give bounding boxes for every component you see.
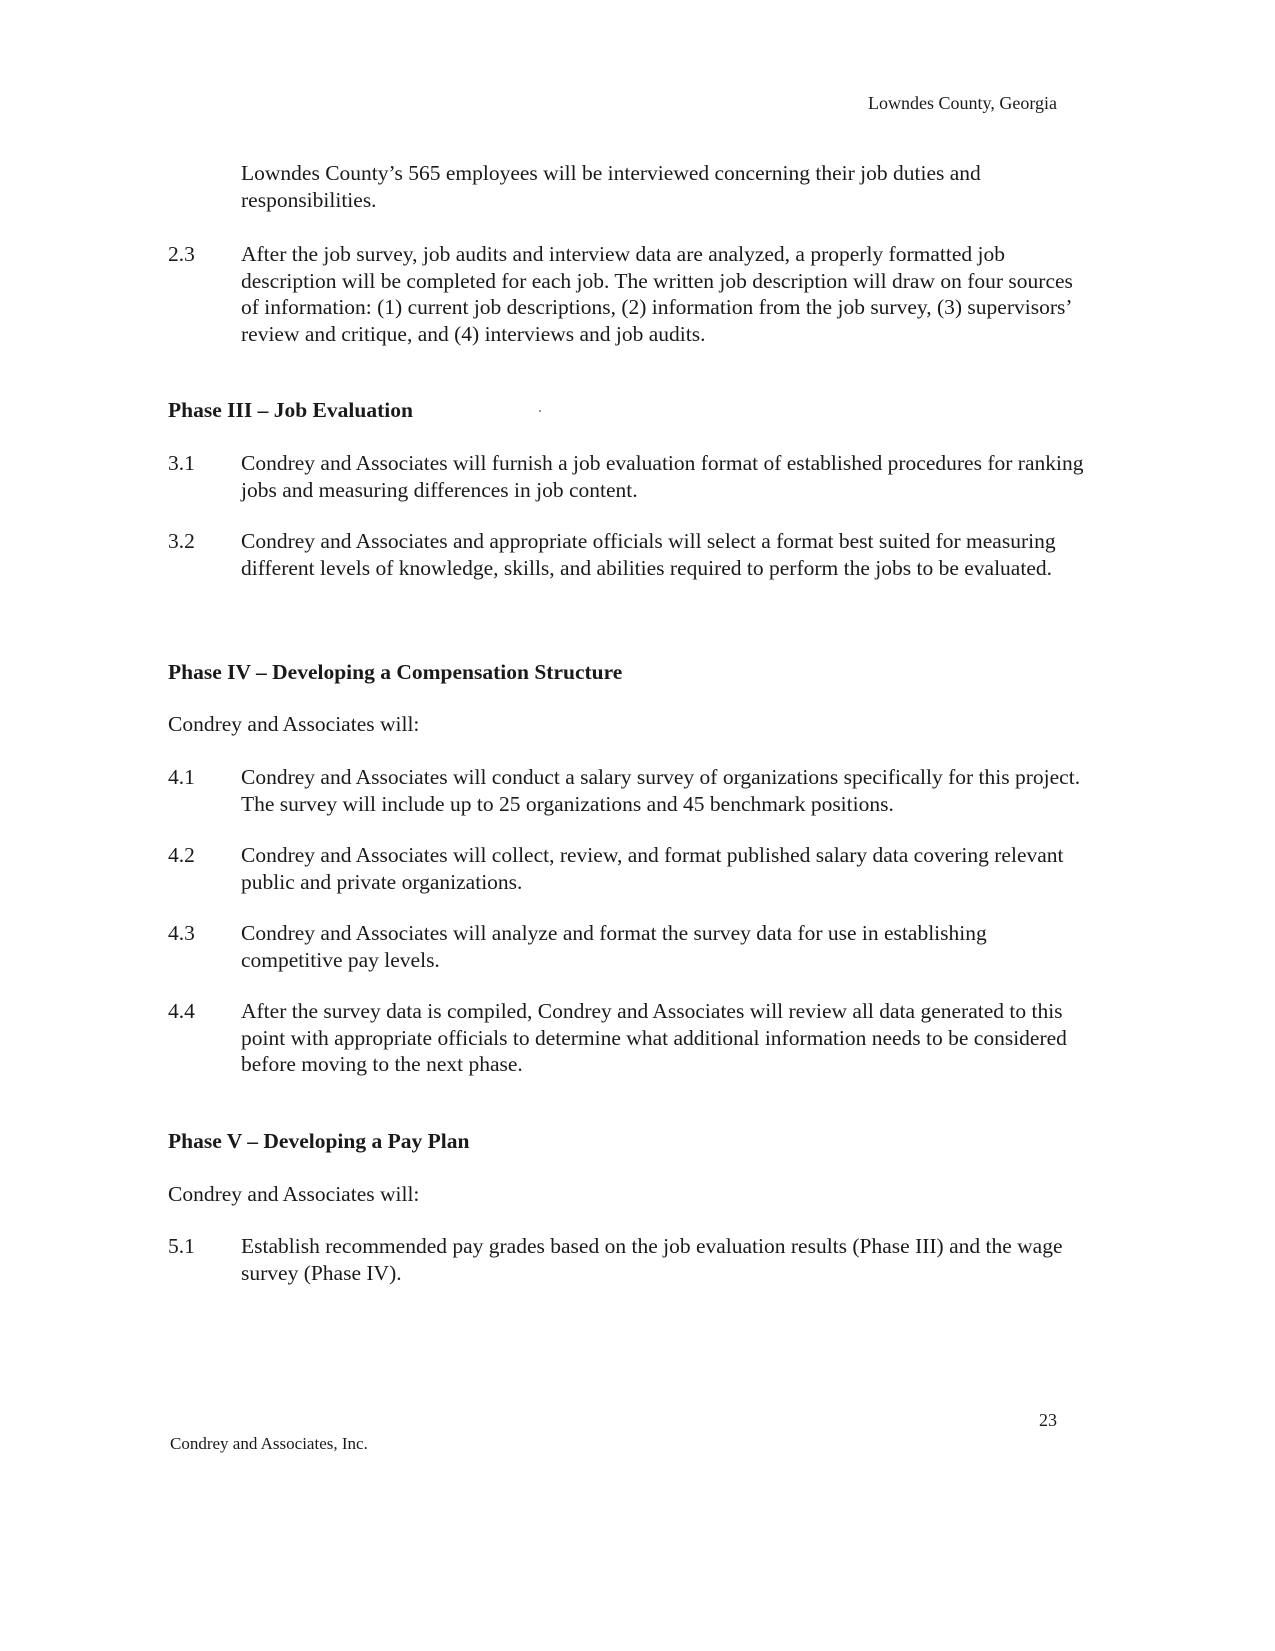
- phase-5-heading: Phase V – Developing a Pay Plan: [168, 1129, 470, 1153]
- item-number: 4.2: [168, 843, 195, 867]
- item-text: Condrey and Associates will conduct a salary survey of organizations specifically for this project. The survey will include up to 25 organizations and 45 benchmark positions.: [241, 765, 1081, 816]
- phase-4-heading: Phase IV – Developing a Compensation Structure: [168, 660, 623, 684]
- item-number: 4.1: [168, 765, 195, 789]
- phase-3-heading: Phase III – Job Evaluation: [168, 398, 413, 422]
- item-number: 3.2: [168, 529, 195, 553]
- item-text: Condrey and Associates will collect, review, and format published salary data covering relevant public and private organizations.: [241, 843, 1064, 894]
- item-text: Establish recommended pay grades based on the job evaluation results (Phase III) and the wage survey (Phase IV).: [241, 1234, 1063, 1285]
- item-text: After the job survey, job audits and interview data are analyzed, a properly formatted job description will be completed for each job. The written job description will draw on four sources of information: (1) current job descriptions, (2) information from the job survey, (3) supervisors’ review and critique, and (4) interviews and job audits.: [241, 242, 1073, 346]
- item-text: After the survey data is compiled, Condrey and Associates will review all data generated to this point with appropriate officials to determine what additional information needs to be considered before moving to the next phase.: [241, 999, 1067, 1076]
- item-number: 4.3: [168, 921, 195, 945]
- item-number: 4.4: [168, 999, 195, 1023]
- item-number: 5.1: [168, 1234, 195, 1258]
- phase-4-intro: Condrey and Associates will:: [168, 712, 420, 736]
- list-item-3-2: [168, 528, 1088, 581]
- item-text: Condrey and Associates will analyze and format the survey data for use in establishing competitive pay levels.: [241, 921, 987, 972]
- scan-speck: [539, 410, 541, 412]
- continuation-paragraph: Lowndes County’s 565 employees will be interviewed concerning their job duties and responsibilities.: [241, 161, 981, 212]
- list-item-3-1: [168, 450, 1088, 503]
- list-item-5-1: [168, 1233, 1088, 1286]
- list-item-4-1: [168, 764, 1088, 817]
- list-item-4-3: [168, 920, 1088, 973]
- item-number: 2.3: [168, 242, 195, 266]
- item-number: 3.1: [168, 451, 195, 475]
- list-item-2-3: [168, 241, 1088, 347]
- running-header: Lowndes County, Georgia: [868, 93, 1057, 113]
- list-item-4-4: [168, 998, 1088, 1078]
- item-text: Condrey and Associates and appropriate officials will select a format best suited for measuring different levels of knowledge, skills, and abilities required to perform the jobs to be evaluated.: [241, 529, 1056, 580]
- footer-company: Condrey and Associates, Inc.: [170, 1434, 368, 1453]
- list-item-4-2: [168, 842, 1088, 895]
- phase-5-intro: Condrey and Associates will:: [168, 1182, 420, 1206]
- page-number: 23: [1039, 1410, 1057, 1430]
- item-text: Condrey and Associates will furnish a job evaluation format of established procedures for ranking jobs and measuring differences in job content.: [241, 451, 1084, 502]
